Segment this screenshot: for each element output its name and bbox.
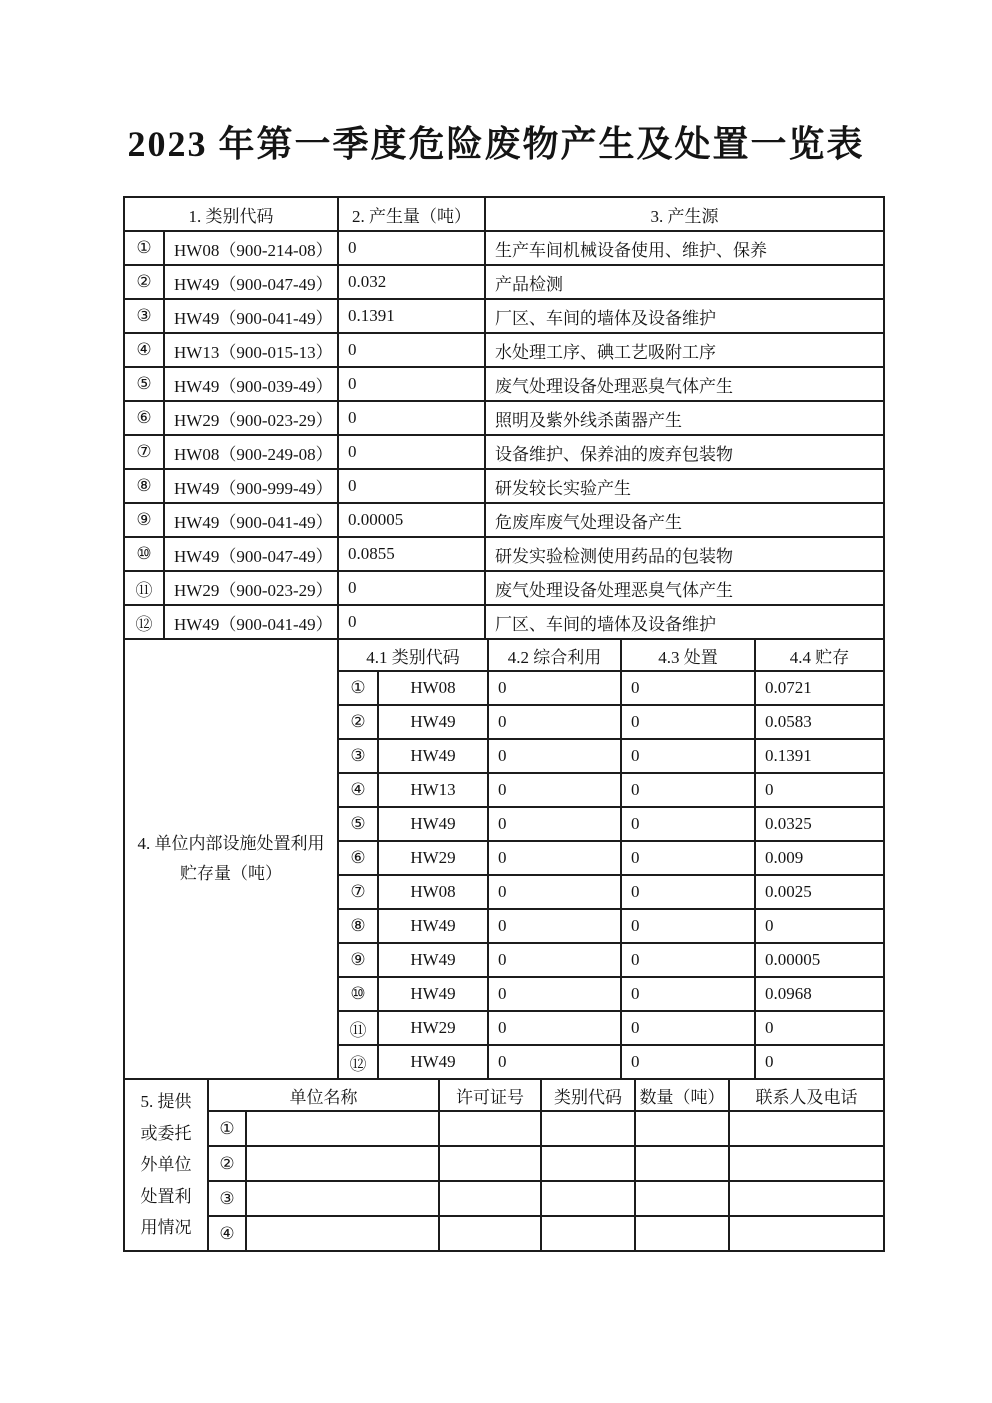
disposal-value: 0 xyxy=(622,1012,754,1044)
waste-code: HW13 xyxy=(379,774,487,806)
storage-value: 0 xyxy=(756,774,883,806)
table-row xyxy=(339,1046,883,1078)
section5-label-line: 处置利 xyxy=(140,1186,192,1206)
waste-code: HW49 xyxy=(379,1046,487,1078)
header-quantity: 数量（吨） xyxy=(636,1080,728,1110)
waste-quantity: 0 xyxy=(339,232,484,264)
row-index: ⑪ xyxy=(339,1012,377,1044)
table-row xyxy=(209,1112,883,1145)
header-category-code: 类别代码 xyxy=(542,1080,634,1110)
table-row xyxy=(339,740,883,772)
waste-code: HW49 xyxy=(379,944,487,976)
storage-value: 0.009 xyxy=(756,842,883,874)
row-index: ⑤ xyxy=(339,808,377,840)
row-index: ⑫ xyxy=(339,1046,377,1078)
table-row xyxy=(125,266,883,298)
row-index: ⑩ xyxy=(125,538,163,570)
storage-value: 0 xyxy=(756,1012,883,1044)
use-value: 0 xyxy=(489,774,620,806)
table-row xyxy=(125,538,883,570)
row-index: ⑩ xyxy=(339,978,377,1010)
storage-value: 0.0721 xyxy=(756,672,883,704)
section4-label-line2: 贮存量（吨） xyxy=(180,864,282,883)
section5-subtable xyxy=(209,1080,883,1250)
unit-name-cell xyxy=(247,1182,438,1215)
disposal-value: 0 xyxy=(622,910,754,942)
use-value: 0 xyxy=(489,672,620,704)
waste-code: HW49（900-041-49） xyxy=(165,300,337,332)
table-row xyxy=(125,504,883,536)
table-row xyxy=(125,334,883,366)
waste-code: HW08（900-249-08） xyxy=(165,436,337,468)
section5-label-line: 外单位 xyxy=(140,1155,192,1175)
table-row xyxy=(339,944,883,976)
quantity-cell xyxy=(636,1182,728,1215)
table-row xyxy=(125,300,883,332)
table-row xyxy=(125,232,883,264)
use-value: 0 xyxy=(489,706,620,738)
waste-code: HW08 xyxy=(379,672,487,704)
use-value: 0 xyxy=(489,1012,620,1044)
waste-source: 水处理工序、碘工艺吸附工序 xyxy=(486,334,883,366)
use-value: 0 xyxy=(489,842,620,874)
use-value: 0 xyxy=(489,978,620,1010)
disposal-value: 0 xyxy=(622,876,754,908)
header-unit-name: 单位名称 xyxy=(209,1080,438,1110)
table-row xyxy=(339,808,883,840)
table1-header-row xyxy=(125,198,883,230)
table-row xyxy=(125,572,883,604)
table-row xyxy=(209,1182,883,1215)
table-row xyxy=(125,368,883,400)
waste-quantity: 0.00005 xyxy=(339,504,484,536)
row-index: ③ xyxy=(209,1182,245,1215)
waste-code: HW49 xyxy=(379,740,487,772)
waste-code: HW29 xyxy=(379,842,487,874)
waste-quantity: 0 xyxy=(339,436,484,468)
row-index: ④ xyxy=(125,334,163,366)
category-code-cell xyxy=(542,1147,634,1180)
row-index: ⑥ xyxy=(125,402,163,434)
waste-code: HW49（900-047-49） xyxy=(165,538,337,570)
row-index: ⑨ xyxy=(339,944,377,976)
table-row xyxy=(339,978,883,1010)
row-index: ⑫ xyxy=(125,606,163,638)
use-value: 0 xyxy=(489,944,620,976)
waste-source: 生产车间机械设备使用、维护、保养 xyxy=(486,232,883,264)
section5-external-disposal xyxy=(125,1080,883,1250)
waste-code: HW49 xyxy=(379,706,487,738)
disposal-value: 0 xyxy=(622,672,754,704)
storage-value: 0.00005 xyxy=(756,944,883,976)
table-row xyxy=(125,402,883,434)
license-no-cell xyxy=(440,1182,540,1215)
waste-code: HW49（900-041-49） xyxy=(165,504,337,536)
disposal-value: 0 xyxy=(622,740,754,772)
disposal-value: 0 xyxy=(622,706,754,738)
contact-cell xyxy=(730,1217,883,1250)
waste-code: HW49（900-999-49） xyxy=(165,470,337,502)
waste-code: HW49（900-047-49） xyxy=(165,266,337,298)
header-4-1-category-code: 4.1 类别代码 xyxy=(339,640,487,670)
use-value: 0 xyxy=(489,876,620,908)
row-index: ④ xyxy=(209,1217,245,1250)
quantity-cell xyxy=(636,1217,728,1250)
row-index: ⑦ xyxy=(339,876,377,908)
row-index: ⑤ xyxy=(125,368,163,400)
waste-source: 厂区、车间的墙体及设备维护 xyxy=(486,606,883,638)
waste-quantity: 0 xyxy=(339,334,484,366)
disposal-value: 0 xyxy=(622,1046,754,1078)
waste-source: 研发实验检测使用药品的包装物 xyxy=(486,538,883,570)
table-row xyxy=(209,1217,883,1250)
section5-label-line: 或委托 xyxy=(140,1123,192,1143)
category-code-cell xyxy=(542,1182,634,1215)
use-value: 0 xyxy=(489,740,620,772)
quantity-cell xyxy=(636,1112,728,1145)
row-index: ② xyxy=(125,266,163,298)
table-row xyxy=(339,910,883,942)
waste-code: HW49 xyxy=(379,910,487,942)
header-generation-source: 3. 产生源 xyxy=(486,198,883,230)
waste-source: 废气处理设备处理恶臭气体产生 xyxy=(486,572,883,604)
waste-code: HW29（900-023-29） xyxy=(165,402,337,434)
table-row xyxy=(339,706,883,738)
header-license-number: 许可证号 xyxy=(440,1080,540,1110)
storage-value: 0 xyxy=(756,1046,883,1078)
section5-label xyxy=(125,1080,207,1250)
waste-code: HW08 xyxy=(379,876,487,908)
row-index: ③ xyxy=(125,300,163,332)
section5-label-line: 5. 提供 xyxy=(140,1092,192,1112)
row-index: ② xyxy=(209,1147,245,1180)
table-row xyxy=(125,436,883,468)
waste-quantity: 0.0855 xyxy=(339,538,484,570)
waste-quantity: 0.032 xyxy=(339,266,484,298)
disposal-value: 0 xyxy=(622,808,754,840)
category-code-cell xyxy=(542,1112,634,1145)
section5-header-row xyxy=(209,1080,883,1110)
table-row xyxy=(339,876,883,908)
disposal-value: 0 xyxy=(622,978,754,1010)
disposal-value: 0 xyxy=(622,774,754,806)
section4-internal-facility xyxy=(125,640,883,1078)
hazardous-waste-table xyxy=(123,196,885,1252)
table-row xyxy=(339,774,883,806)
header-4-3-disposal: 4.3 处置 xyxy=(622,640,754,670)
waste-code: HW49（900-041-49） xyxy=(165,606,337,638)
waste-code: HW08（900-214-08） xyxy=(165,232,337,264)
category-code-cell xyxy=(542,1217,634,1250)
contact-cell xyxy=(730,1112,883,1145)
row-index: ⑪ xyxy=(125,572,163,604)
row-index: ① xyxy=(125,232,163,264)
storage-value: 0.0968 xyxy=(756,978,883,1010)
row-index: ③ xyxy=(339,740,377,772)
header-4-4-storage: 4.4 贮存 xyxy=(756,640,883,670)
waste-quantity: 0 xyxy=(339,572,484,604)
waste-source: 照明及紫外线杀菌器产生 xyxy=(486,402,883,434)
row-index: ① xyxy=(339,672,377,704)
waste-source: 危废库废气处理设备产生 xyxy=(486,504,883,536)
unit-name-cell xyxy=(247,1147,438,1180)
row-index: ① xyxy=(209,1112,245,1145)
storage-value: 0.0583 xyxy=(756,706,883,738)
license-no-cell xyxy=(440,1147,540,1180)
waste-code: HW29（900-023-29） xyxy=(165,572,337,604)
section5-label-line: 用情况 xyxy=(140,1218,192,1238)
section4-label xyxy=(125,640,337,1078)
row-index: ④ xyxy=(339,774,377,806)
header-category-code: 1. 类别代码 xyxy=(125,198,337,230)
header-generated-amount: 2. 产生量（吨） xyxy=(339,198,484,230)
storage-value: 0.1391 xyxy=(756,740,883,772)
waste-source: 厂区、车间的墙体及设备维护 xyxy=(486,300,883,332)
waste-quantity: 0 xyxy=(339,470,484,502)
waste-code: HW49（900-039-49） xyxy=(165,368,337,400)
use-value: 0 xyxy=(489,1046,620,1078)
waste-code: HW29 xyxy=(379,1012,487,1044)
disposal-value: 0 xyxy=(622,944,754,976)
disposal-value: 0 xyxy=(622,842,754,874)
table-row xyxy=(339,672,883,704)
table-row xyxy=(209,1147,883,1180)
waste-quantity: 0 xyxy=(339,402,484,434)
page-title: 2023 年第一季度危险废物产生及处置一览表 xyxy=(127,124,865,164)
row-index: ⑧ xyxy=(339,910,377,942)
contact-cell xyxy=(730,1182,883,1215)
license-no-cell xyxy=(440,1112,540,1145)
waste-code: HW49 xyxy=(379,808,487,840)
table-row xyxy=(339,1012,883,1044)
contact-cell xyxy=(730,1147,883,1180)
use-value: 0 xyxy=(489,808,620,840)
waste-source: 研发较长实验产生 xyxy=(486,470,883,502)
header-contact: 联系人及电话 xyxy=(730,1080,883,1110)
waste-quantity: 0 xyxy=(339,606,484,638)
section4-subtable xyxy=(339,640,883,1078)
row-index: ⑦ xyxy=(125,436,163,468)
waste-quantity: 0 xyxy=(339,368,484,400)
row-index: ⑥ xyxy=(339,842,377,874)
waste-code: HW49 xyxy=(379,978,487,1010)
section4-header-row xyxy=(339,640,883,670)
quantity-cell xyxy=(636,1147,728,1180)
row-index: ⑨ xyxy=(125,504,163,536)
unit-name-cell xyxy=(247,1112,438,1145)
license-no-cell xyxy=(440,1217,540,1250)
row-index: ② xyxy=(339,706,377,738)
waste-quantity: 0.1391 xyxy=(339,300,484,332)
row-index: ⑧ xyxy=(125,470,163,502)
waste-code: HW13（900-015-13） xyxy=(165,334,337,366)
table-row xyxy=(125,470,883,502)
table-row xyxy=(339,842,883,874)
storage-value: 0.0025 xyxy=(756,876,883,908)
waste-source: 产品检测 xyxy=(486,266,883,298)
waste-source: 设备维护、保养油的废弃包装物 xyxy=(486,436,883,468)
storage-value: 0.0325 xyxy=(756,808,883,840)
header-4-2-comprehensive-use: 4.2 综合利用 xyxy=(489,640,620,670)
unit-name-cell xyxy=(247,1217,438,1250)
table-row xyxy=(125,606,883,638)
section4-label-line1: 4. 单位内部设施处置利用 xyxy=(137,834,325,854)
use-value: 0 xyxy=(489,910,620,942)
storage-value: 0 xyxy=(756,910,883,942)
waste-source: 废气处理设备处理恶臭气体产生 xyxy=(486,368,883,400)
